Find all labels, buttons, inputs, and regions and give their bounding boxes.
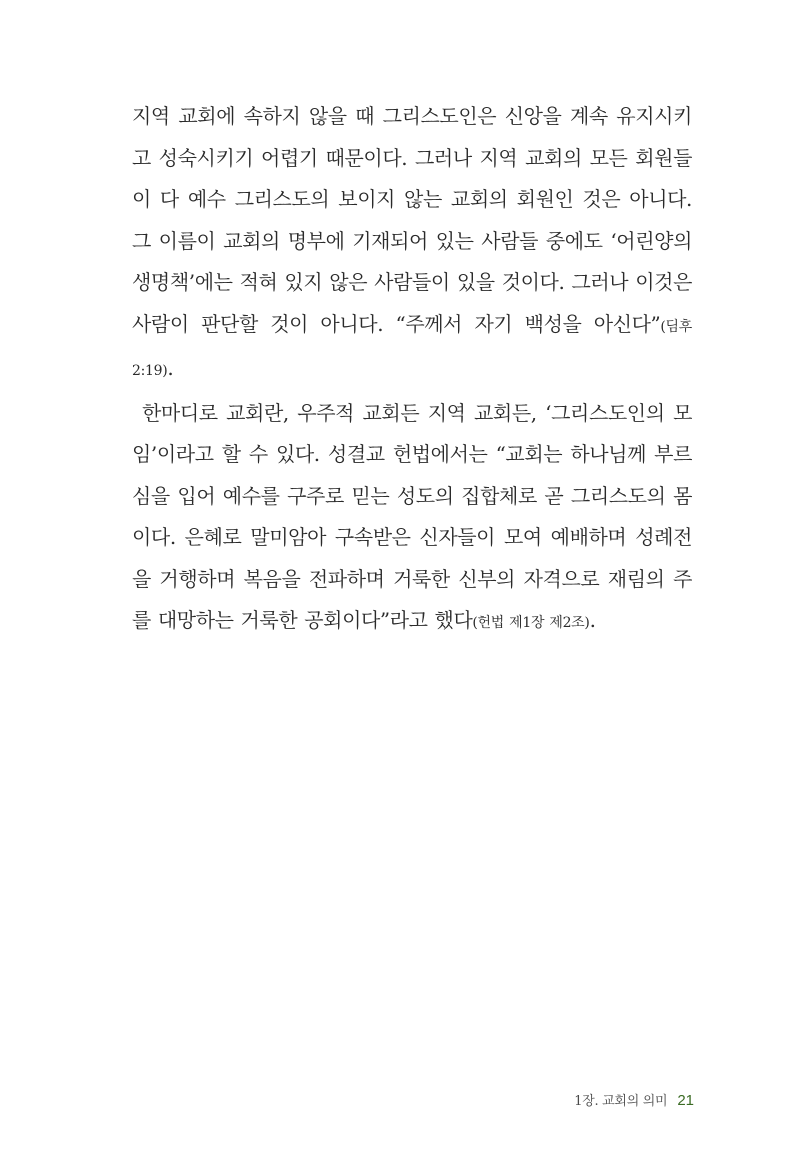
scripture-citation: (딤후 2:19) xyxy=(132,318,692,379)
paragraph-text: 한마디로 교회란, 우주적 교회든 지역 교회든, ‘그리스도인의 모임’이라고 할 수 있다. 성결교 헌법에서는 “교회는 하나님께 부르심을 입어 예수를 구주로 믿는 성도의 집합체로 곧 그리스도의 몸이다. 은혜로 말미암아 구속받은 신자들이 모여 예배하며 성례전을 거행하며 복음을 전파하며 거룩한 신부의 자격으로 재림의 주를 대망하는 거룩한 공회이다”라고 했다 xyxy=(132,400,692,632)
paragraph-text: 지역 교회에 속하지 않을 때 그리스도인은 신앙을 계속 유지시키고 성숙시키기 어렵기 때문이다. 그러나 지역 교회의 모든 회원들이 다 예수 그리스도의 보이지 않는 교회의 회원인 것은 아니다. 그 이름이 교회의 명부에 기재되어 있는 사람들 중에도 ‘어린양의 생명책’에는 적혀 있지 않은 사람들이 있을 것이다. 그러나 이것은 사람이 판단할 것이 아니다. “주께서 자기 백성을 아신다” xyxy=(132,104,692,336)
page-number: 21 xyxy=(677,1092,694,1109)
page-footer xyxy=(574,1090,694,1109)
paragraph-2 xyxy=(132,393,692,645)
constitution-citation: (헌법 제1장 제2조) xyxy=(472,615,590,631)
paragraph-1 xyxy=(132,96,692,393)
running-head: 1장. 교회의 의미 xyxy=(574,1094,668,1109)
page-body xyxy=(132,96,692,645)
paragraph-end-punctuation: . xyxy=(167,356,174,380)
paragraph-end-punctuation: . xyxy=(589,608,596,632)
